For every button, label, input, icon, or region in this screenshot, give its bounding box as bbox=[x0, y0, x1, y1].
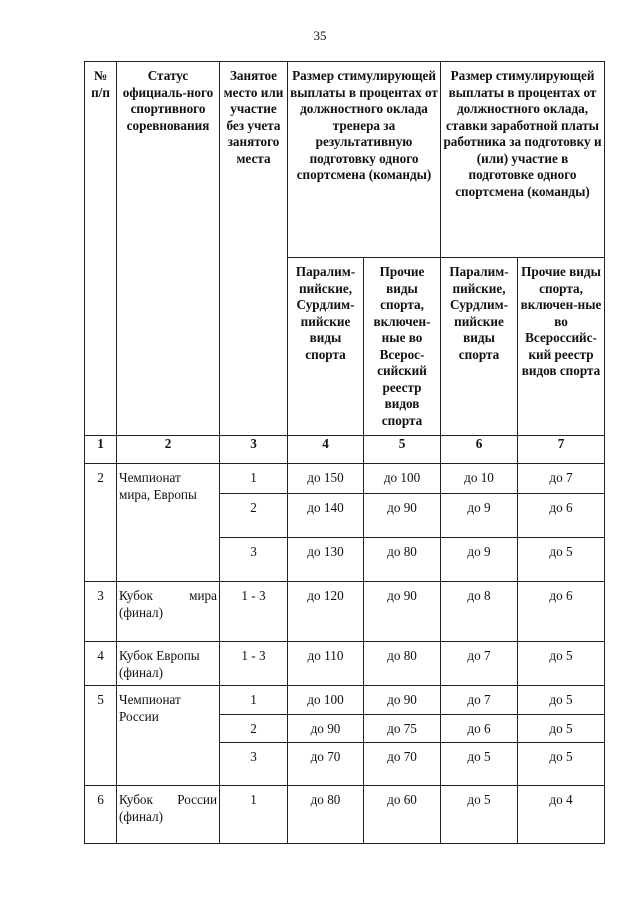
value-cell: до 5 bbox=[441, 786, 518, 844]
column-number-row bbox=[85, 436, 605, 464]
header-col-1: № п/п bbox=[85, 62, 117, 436]
subheader-para-coach: Паралим-пийские, Сурдлим-пийские виды спорта bbox=[288, 258, 364, 436]
table-row bbox=[85, 786, 605, 844]
value-cell: до 70 bbox=[364, 743, 441, 786]
header-row bbox=[85, 62, 605, 258]
value-cell: до 75 bbox=[364, 715, 441, 743]
value-cell: до 7 bbox=[518, 464, 605, 494]
value-cell: до 9 bbox=[441, 538, 518, 582]
value-cell: до 6 bbox=[518, 582, 605, 642]
column-number: 5 bbox=[364, 436, 441, 464]
row-number: 6 bbox=[85, 786, 117, 844]
value-cell: до 5 bbox=[518, 686, 605, 715]
place-cell: 1 - 3 bbox=[220, 582, 288, 642]
header-group-coach: Размер стимулирующей выплаты в процентах от должностного оклада тренера за результативную подготовку одного спортсмена (команды) bbox=[288, 62, 441, 258]
value-cell: до 130 bbox=[288, 538, 364, 582]
value-cell: до 5 bbox=[518, 538, 605, 582]
place-cell: 3 bbox=[220, 743, 288, 786]
value-cell: до 5 bbox=[518, 743, 605, 786]
column-number: 7 bbox=[518, 436, 605, 464]
table-row bbox=[85, 464, 605, 494]
value-cell: до 90 bbox=[364, 686, 441, 715]
column-number: 2 bbox=[117, 436, 220, 464]
value-cell: до 140 bbox=[288, 494, 364, 538]
place-cell: 2 bbox=[220, 494, 288, 538]
table-row bbox=[85, 642, 605, 686]
row-number: 4 bbox=[85, 642, 117, 686]
row-number: 3 bbox=[85, 582, 117, 642]
value-cell: до 90 bbox=[364, 494, 441, 538]
place-cell: 2 bbox=[220, 715, 288, 743]
value-cell: до 80 bbox=[364, 642, 441, 686]
column-number: 1 bbox=[85, 436, 117, 464]
status-line: (финал) bbox=[119, 604, 163, 620]
status-line: Кубок мира bbox=[119, 588, 217, 603]
column-number: 4 bbox=[288, 436, 364, 464]
row-number: 2 bbox=[85, 464, 117, 582]
value-cell: до 100 bbox=[364, 464, 441, 494]
status-line: Чемпионат bbox=[119, 692, 181, 707]
status-line: (финал) bbox=[119, 664, 163, 680]
value-cell: до 10 bbox=[441, 464, 518, 494]
header-group-worker: Размер стимулирующей выплаты в процентах от должностного оклада, ставки заработной платы работника за подготовку и (или) участие в подготовке одного спортсмена (команды) bbox=[441, 62, 605, 258]
status-line: Кубок России bbox=[119, 792, 217, 807]
value-cell: до 6 bbox=[441, 715, 518, 743]
value-cell: до 80 bbox=[364, 538, 441, 582]
value-cell: до 80 bbox=[288, 786, 364, 844]
value-cell: до 9 bbox=[441, 494, 518, 538]
value-cell: до 60 bbox=[364, 786, 441, 844]
place-cell: 3 bbox=[220, 538, 288, 582]
value-cell: до 5 bbox=[441, 743, 518, 786]
place-cell: 1 bbox=[220, 686, 288, 715]
header-col-2: Статус официаль-ного спортивного соревнования bbox=[117, 62, 220, 436]
subheader-other-worker: Прочие виды спорта, включен-ные во Всероссийс-кий реестр видов спорта bbox=[518, 258, 605, 436]
column-number: 3 bbox=[220, 436, 288, 464]
value-cell: до 7 bbox=[441, 642, 518, 686]
header-col-3: Занятое место или участие без учета занятого места bbox=[220, 62, 288, 436]
value-cell: до 5 bbox=[518, 642, 605, 686]
value-cell: до 70 bbox=[288, 743, 364, 786]
value-cell: до 150 bbox=[288, 464, 364, 494]
row-number: 5 bbox=[85, 686, 117, 786]
competition-status bbox=[117, 582, 220, 642]
competition-status bbox=[117, 786, 220, 844]
stimulus-payment-table bbox=[84, 61, 605, 844]
value-cell: до 100 bbox=[288, 686, 364, 715]
status-line: Чемпионат bbox=[119, 470, 181, 485]
subheader-para-worker: Паралим-пийские, Сурдлим-пийские виды спорта bbox=[441, 258, 518, 436]
status-line: России bbox=[119, 708, 159, 724]
column-number: 6 bbox=[441, 436, 518, 464]
value-cell: до 7 bbox=[441, 686, 518, 715]
place-cell: 1 bbox=[220, 464, 288, 494]
page-number: 35 bbox=[313, 28, 327, 43]
value-cell: до 5 bbox=[518, 715, 605, 743]
status-line: Кубок Европы bbox=[119, 648, 200, 663]
competition-status bbox=[117, 642, 220, 686]
value-cell: до 90 bbox=[288, 715, 364, 743]
status-line: (финал) bbox=[119, 808, 163, 824]
value-cell: до 4 bbox=[518, 786, 605, 844]
status-line: мира, Европы bbox=[119, 486, 197, 502]
subheader-other-coach: Прочие виды спорта, включен-ные во Всерос-сийский реестр видов спорта bbox=[364, 258, 441, 436]
competition-status bbox=[117, 464, 220, 582]
place-cell: 1 - 3 bbox=[220, 642, 288, 686]
value-cell: до 6 bbox=[518, 494, 605, 538]
table-row bbox=[85, 686, 605, 715]
competition-status bbox=[117, 686, 220, 786]
value-cell: до 110 bbox=[288, 642, 364, 686]
value-cell: до 120 bbox=[288, 582, 364, 642]
place-cell: 1 bbox=[220, 786, 288, 844]
value-cell: до 90 bbox=[364, 582, 441, 642]
value-cell: до 8 bbox=[441, 582, 518, 642]
table-row bbox=[85, 582, 605, 642]
